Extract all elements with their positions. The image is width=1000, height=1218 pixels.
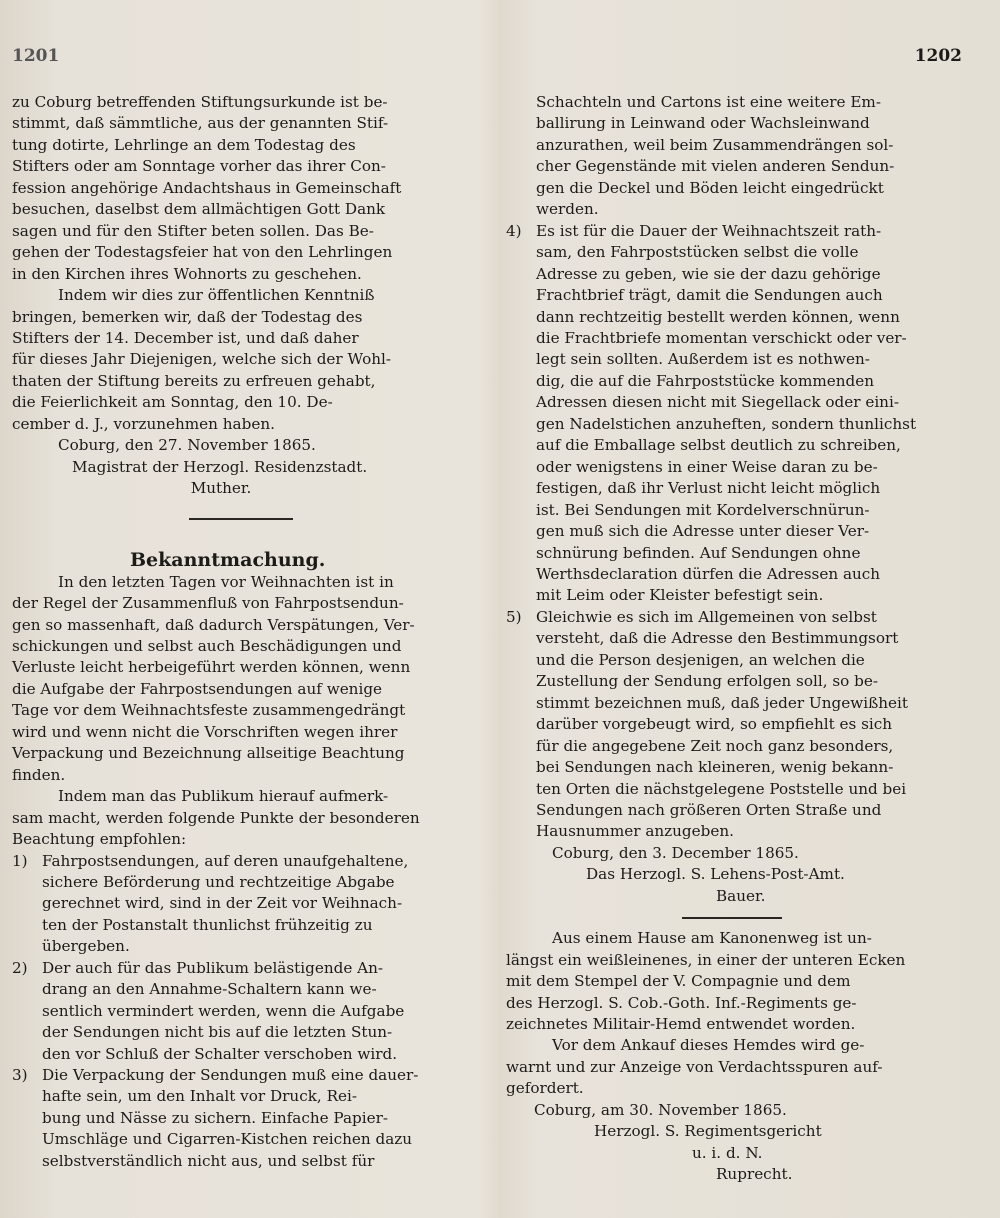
text-line: sichere Beförderung und rechtzeitige Abgabe [42, 872, 395, 891]
notice-title: Bekanntmachung. [130, 548, 326, 571]
text-line: gen die Deckel und Böden leicht eingedrückt [536, 178, 884, 197]
text-line: Verluste leicht herbeigeführt werden können, wenn [12, 658, 411, 677]
text-line: anzurathen, weil beim Zusammendrängen sol- [536, 135, 894, 154]
text-line: stimmt bezeichnen muß, daß jeder Ungewißheit [536, 693, 908, 712]
stiftung-issuer: Magistrat der Herzogl. Residenzstadt. [72, 457, 368, 476]
text-line: gen muß sich die Adresse unter dieser Ver- [536, 522, 870, 541]
text-line: schnürung befinden. Auf Sendungen ohne [536, 543, 861, 562]
text-line: schickungen und selbst auch Beschädigungen und [12, 636, 402, 655]
text-line: Adresse zu geben, wie sie der dazu gehörige [536, 264, 881, 283]
text-line: gehen der Todestagsfeier hat von den Lehrlingen [12, 243, 393, 262]
hemd-notice [506, 928, 958, 1185]
text-line: Stifters oder am Sonntage vorher das ihrer Con- [12, 157, 386, 176]
text-line: Verpackung und Bezeichnung allseitige Beachtung [12, 744, 405, 763]
text-line: der Regel der Zusammenfluß von Fahrpostsendun- [12, 594, 404, 613]
text-line: den vor Schluß der Schalter verschoben wird. [42, 1044, 398, 1063]
text-line: längst ein weißleinenes, in einer der unteren Ecken [506, 950, 906, 969]
stiftung-place-date: Coburg, den 27. November 1865. [58, 436, 316, 455]
text-line: ballirung in Leinwand oder Wachsleinwand [536, 114, 870, 133]
hemd-place-date: Coburg, am 30. November 1865. [534, 1100, 787, 1119]
section-divider [682, 917, 782, 919]
text-line: in den Kirchen ihres Wohnorts zu geschehen. [12, 264, 362, 283]
text-line: Werthsdeclaration dürfen die Adressen auch [536, 564, 881, 583]
text-line: ist. Bei Sendungen mit Kordelverschnürun- [536, 500, 870, 519]
text-line: werden. [536, 200, 599, 219]
text-line: gerechnet wird, sind in der Zeit vor Weihnach- [42, 894, 403, 913]
numbered-item [12, 851, 470, 958]
numbered-item [12, 958, 470, 1065]
text-line: Sendungen nach größeren Orten Straße und [536, 800, 882, 819]
page-number-right: 1202 [914, 46, 962, 66]
numbered-item [12, 1065, 470, 1172]
numbered-item [506, 221, 958, 607]
text-line: Die Verpackung der Sendungen muß eine dauer- [42, 1066, 419, 1085]
post-signature: Bauer. [716, 886, 766, 905]
text-line: Beachtung empfohlen: [12, 830, 187, 849]
text-line: bung und Nässe zu sichern. Einfache Papier- [42, 1108, 388, 1127]
text-line: thaten der Stiftung bereits zu erfreuen gehabt, [12, 371, 376, 390]
text-line: sam macht, werden folgende Punkte der besonderen [12, 808, 420, 827]
text-line: sagen und für den Stifter beten sollen. Das Be- [12, 221, 374, 240]
text-line: für dieses Jahr Diejenigen, welche sich der Wohl- [12, 350, 391, 369]
text-line: drang an den Annahme-Schaltern kann we- [42, 980, 377, 999]
text-line: dann rechtzeitig bestellt werden können, wenn [536, 307, 900, 326]
text-line: In den letzten Tagen vor Weihnachten ist in [58, 572, 394, 591]
text-line: Adressen diesen nicht mit Siegellack oder eini- [536, 393, 899, 412]
notice-items-continued [506, 221, 958, 843]
text-line: Aus einem Hause am Kanonenweg ist un- [552, 929, 872, 948]
text-line: versteht, daß die Adresse den Bestimmungsort [536, 629, 899, 648]
text-line: gen Nadelstichen anzuheften, sondern thunlichst [536, 414, 917, 433]
text-line: bringen, bemerken wir, daß der Todestag des [12, 307, 363, 326]
item-number: 4) [506, 221, 522, 240]
stiftung-signature: Muther. [190, 479, 252, 498]
text-line: Indem wir dies zur öffentlichen Kenntniß [58, 286, 375, 305]
text-line: Es ist für die Dauer der Weihnachtszeit rath- [536, 221, 882, 240]
item-text [42, 958, 470, 1065]
text-line: zeichnetes Militair-Hemd entwendet worden. [506, 1015, 856, 1034]
text-line: besuchen, daselbst dem allmächtigen Gott Dank [12, 200, 386, 219]
text-line: tung dotirte, Lehrlinge an dem Todestag des [12, 135, 356, 154]
text-line: Frachtbrief trägt, damit die Sendungen auch [536, 286, 883, 305]
text-line: sam, den Fahrpoststücken selbst die volle [536, 243, 859, 262]
text-line: sentlich vermindert werden, wenn die Aufgabe [42, 1001, 405, 1020]
item-text [42, 1065, 470, 1172]
text-line: cher Gegenstände mit vielen anderen Sendun- [536, 157, 895, 176]
hemd-signature: Ruprecht. [716, 1165, 793, 1184]
text-line: Vor dem Ankauf dieses Hemdes wird ge- [552, 1036, 865, 1055]
post-place-date: Coburg, den 3. December 1865. [552, 843, 799, 862]
hemd-issuer-1: Herzogl. S. Regimentsgericht [594, 1122, 822, 1141]
text-line: festigen, daß ihr Verlust nicht leicht möglich [536, 479, 881, 498]
item-number: 3) [12, 1066, 28, 1085]
text-line: Umschläge und Cigarren-Kistchen reichen dazu [42, 1130, 413, 1149]
text-line: mit dem Stempel der V. Compagnie und dem [506, 972, 851, 991]
text-line: die Frachtbriefe momentan verschickt oder ver- [536, 328, 907, 347]
numbered-item [506, 607, 958, 843]
text-line: ten Orten die nächstgelegene Poststelle und bei [536, 779, 907, 798]
stiftung-notice [12, 92, 470, 500]
hemd-issuer-2: u. i. d. N. [692, 1143, 763, 1162]
post-notice [12, 548, 470, 1173]
text-line: für die angegebene Zeit noch ganz besonders, [536, 736, 894, 755]
text-line: cember d. J., vorzunehmen haben. [12, 414, 275, 433]
hemd-text [506, 928, 958, 1100]
left-column [12, 92, 470, 1172]
text-line: mit Leim oder Kleister befestigt sein. [536, 586, 824, 605]
text-line: wird und wenn nicht die Vorschriften wegen ihrer [12, 722, 398, 741]
text-line: selbstverständlich nicht aus, und selbst für [42, 1151, 375, 1170]
text-line: zu Coburg betreffenden Stiftungsurkunde ist be- [12, 93, 388, 111]
item-number: 5) [506, 607, 522, 626]
text-line: bei Sendungen nach kleineren, wenig bekann- [536, 758, 894, 777]
page-number-left: 1201 [12, 46, 60, 66]
text-line: Fahrpostsendungen, auf deren unaufgehaltene, [42, 851, 409, 870]
text-line: Indem man das Publikum hierauf aufmerk- [58, 787, 389, 806]
text-line: des Herzogl. S. Cob.-Goth. Inf.-Regiments ge- [506, 993, 857, 1012]
text-line: die Feierlichkeit am Sonntag, den 10. De- [12, 393, 333, 412]
item-number: 2) [12, 958, 28, 977]
text-line: Gleichwie es sich im Allgemeinen von selbst [536, 607, 877, 626]
text-line: auf die Emballage selbst deutlich zu schreiben, [536, 436, 901, 455]
text-line: die Aufgabe der Fahrpostsendungen auf wenige [12, 679, 383, 698]
text-line: gen so massenhaft, daß dadurch Verspätungen, Ver- [12, 615, 415, 634]
text-line: Hausnummer anzugeben. [536, 822, 734, 841]
stiftung-text [12, 92, 470, 435]
text-line: hafte sein, um den Inhalt vor Druck, Rei- [42, 1087, 357, 1106]
text-line: Der auch für das Publikum belästigende An- [42, 958, 384, 977]
text-line: und die Person desjenigen, an welchen die [536, 650, 865, 669]
text-line: finden. [12, 765, 66, 784]
text-line: darüber vorgebeugt wird, so empfiehlt es sich [536, 715, 893, 734]
text-line: oder wenigstens in einer Weise daran zu be- [536, 457, 878, 476]
section-divider [189, 518, 293, 520]
text-line: stimmt, daß sämmtliche, aus der genannten Stif- [12, 114, 389, 133]
text-line: der Sendungen nicht bis auf die letzten Stun- [42, 1023, 393, 1042]
text-line: ten der Postanstalt thunlichst frühzeitig zu [42, 915, 373, 934]
right-column [506, 92, 958, 1186]
text-line: Stifters der 14. December ist, und daß daher [12, 328, 359, 347]
text-line: Schachteln und Cartons ist eine weitere Em- [536, 93, 881, 111]
item3-continued [506, 92, 958, 221]
post-issuer: Das Herzogl. S. Lehens-Post-Amt. [586, 865, 845, 884]
item-text [536, 607, 958, 843]
text-line: fession angehörige Andachtshaus in Gemeinschaft [12, 178, 402, 197]
item-text [42, 851, 470, 958]
text-line: dig, die auf die Fahrpoststücke kommenden [536, 371, 875, 390]
item-text [536, 221, 958, 607]
text-line: warnt und zur Anzeige von Verdachtsspuren auf- [506, 1057, 883, 1076]
item-number: 1) [12, 851, 28, 870]
text-line: Tage vor dem Weihnachtsfeste zusammengedrängt [12, 701, 406, 720]
text-line: Zustellung der Sendung erfolgen soll, so be- [536, 672, 878, 691]
notice-intro [12, 572, 470, 851]
text-line: legt sein sollten. Außerdem ist es nothwen- [536, 350, 870, 369]
text-line: übergeben. [42, 937, 130, 956]
text-line: gefordert. [506, 1079, 584, 1098]
notice-items [12, 851, 470, 1173]
